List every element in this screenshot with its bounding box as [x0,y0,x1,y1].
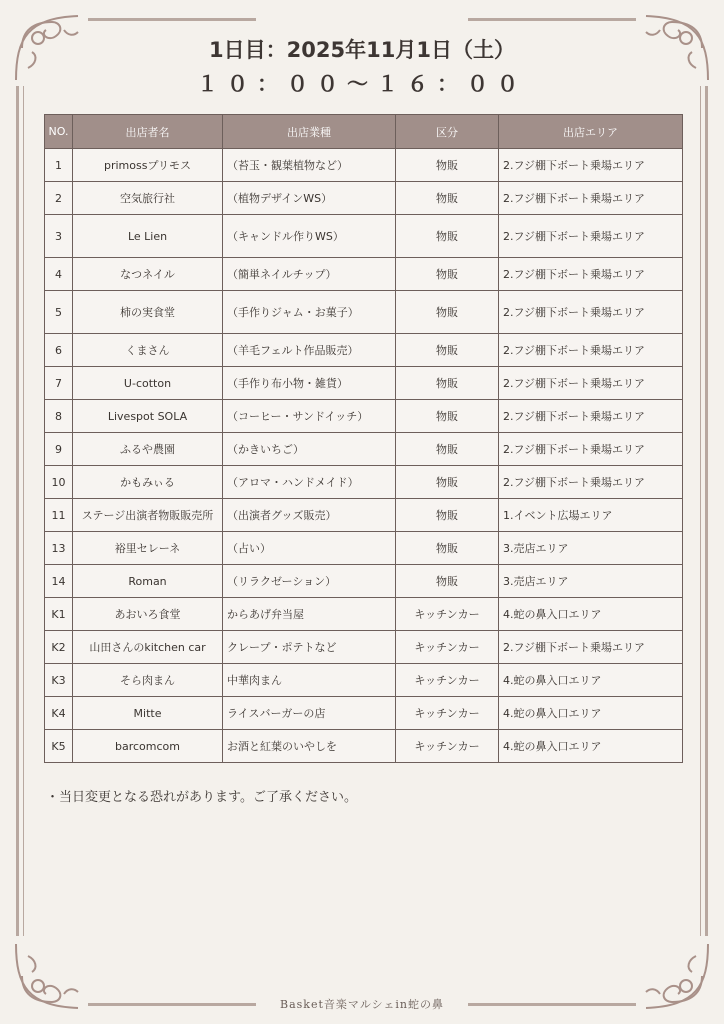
column-header-area: 出店エリア [499,115,683,149]
cell-category: キッチンカー [396,697,499,730]
table-row [45,400,683,433]
cell-area: 2.フジ棚下ボート乗場エリア [499,466,683,499]
table-row [45,182,683,215]
cell-vendor-name: ステージ出演者物販販売所 [73,499,223,532]
cell-vendor-name: 柿の実食堂 [73,291,223,334]
table-row [45,664,683,697]
cell-category: キッチンカー [396,631,499,664]
cell-no: K1 [45,598,73,631]
footer-event-name: Basket音楽マルシェin蛇の鼻 [280,998,444,1011]
cell-business-type: 中華肉まん [223,664,396,697]
cell-no: 2 [45,182,73,215]
cell-area: 2.フジ棚下ボート乗場エリア [499,334,683,367]
cell-vendor-name: Roman [73,565,223,598]
cell-vendor-name: そら肉まん [73,664,223,697]
table-row [45,149,683,182]
cell-category: 物販 [396,466,499,499]
cell-vendor-name: くまさん [73,334,223,367]
cell-area: 3.売店エリア [499,532,683,565]
page-title-time: １０：００～１６：００ [197,72,527,96]
cell-business-type: （占い） [223,532,396,565]
cell-no: 1 [45,149,73,182]
cell-category: 物販 [396,400,499,433]
cell-business-type: お酒と紅葉のいやしを [223,730,396,763]
cell-vendor-name: あおいろ食堂 [73,598,223,631]
cell-category: 物販 [396,499,499,532]
cell-vendor-name: なつネイル [73,258,223,291]
cell-vendor-name: Mitte [73,697,223,730]
cell-area: 4.蛇の鼻入口エリア [499,730,683,763]
cell-vendor-name: Livespot SOLA [73,400,223,433]
table-row [45,258,683,291]
cell-business-type: （手作りジャム・お菓子） [223,291,396,334]
table-row [45,631,683,664]
cell-no: 11 [45,499,73,532]
table-row [45,730,683,763]
cell-area: 4.蛇の鼻入口エリア [499,697,683,730]
cell-category: 物販 [396,532,499,565]
table-row [45,291,683,334]
cell-area: 2.フジ棚下ボート乗場エリア [499,631,683,664]
cell-area: 2.フジ棚下ボート乗場エリア [499,367,683,400]
cell-no: 13 [45,532,73,565]
cell-vendor-name: Le Lien [73,215,223,258]
frame-top-line [88,18,256,21]
cell-category: 物販 [396,565,499,598]
cell-vendor-name: 山田さんのkitchen car [73,631,223,664]
table-row [45,334,683,367]
cell-category: キッチンカー [396,664,499,697]
cell-vendor-name: ふるや農園 [73,433,223,466]
cell-no: 10 [45,466,73,499]
change-notice: ・当日変更となる恐れがあります。ご了承ください。 [46,790,357,805]
cell-no: 4 [45,258,73,291]
cell-vendor-name: 空気旅行社 [73,182,223,215]
table-row [45,565,683,598]
cell-category: 物販 [396,291,499,334]
cell-business-type: （手作り布小物・雑貨） [223,367,396,400]
cell-business-type: （リラクゼーション） [223,565,396,598]
cell-area: 3.売店エリア [499,565,683,598]
cell-area: 2.フジ棚下ボート乗場エリア [499,433,683,466]
table-header-row [45,115,683,149]
cell-vendor-name: かもみぃる [73,466,223,499]
cell-business-type: （苔玉・観葉植物など） [223,149,396,182]
cell-business-type: （簡単ネイルチップ） [223,258,396,291]
cell-business-type: ライスバーガーの店 [223,697,396,730]
table-row [45,433,683,466]
cell-business-type: （出演者グッズ販売） [223,499,396,532]
cell-category: キッチンカー [396,730,499,763]
cell-area: 4.蛇の鼻入口エリア [499,598,683,631]
column-header-no: NO. [45,115,73,149]
vendor-table [44,114,683,763]
table-row [45,532,683,565]
cell-no: 7 [45,367,73,400]
cell-vendor-name: primossプリモス [73,149,223,182]
cell-vendor-name: 裕里セレーネ [73,532,223,565]
cell-category: 物販 [396,367,499,400]
cell-area: 2.フジ棚下ボート乗場エリア [499,291,683,334]
cell-category: 物販 [396,334,499,367]
page-title-date: 1日目：2025年11月1日（土） [209,38,515,62]
cell-area: 2.フジ棚下ボート乗場エリア [499,215,683,258]
cell-area: 1.イベント広場エリア [499,499,683,532]
cell-area: 2.フジ棚下ボート乗場エリア [499,258,683,291]
cell-no: 8 [45,400,73,433]
cell-vendor-name: U-cotton [73,367,223,400]
cell-area: 2.フジ棚下ボート乗場エリア [499,149,683,182]
cell-area: 2.フジ棚下ボート乗場エリア [499,400,683,433]
cell-business-type: （アロマ・ハンドメイド） [223,466,396,499]
cell-no: 9 [45,433,73,466]
table-row [45,215,683,258]
table-row [45,367,683,400]
table-row [45,466,683,499]
column-header-vendor: 出店者名 [73,115,223,149]
cell-business-type: クレープ・ポテトなど [223,631,396,664]
cell-category: 物販 [396,182,499,215]
cell-category: 物販 [396,433,499,466]
cell-vendor-name: barcomcom [73,730,223,763]
cell-business-type: からあげ弁当屋 [223,598,396,631]
cell-no: 14 [45,565,73,598]
column-header-category: 区分 [396,115,499,149]
cell-area: 2.フジ棚下ボート乗場エリア [499,182,683,215]
cell-category: 物販 [396,215,499,258]
cell-no: K4 [45,697,73,730]
cell-business-type: （キャンドル作りWS） [223,215,396,258]
cell-category: 物販 [396,258,499,291]
cell-no: 6 [45,334,73,367]
cell-no: K5 [45,730,73,763]
table-row [45,499,683,532]
cell-business-type: （かきいちご） [223,433,396,466]
cell-no: K3 [45,664,73,697]
cell-no: 5 [45,291,73,334]
frame-right-line [705,86,708,936]
frame-top-line [468,18,636,21]
cell-no: K2 [45,631,73,664]
table-row [45,697,683,730]
cell-business-type: （植物デザインWS） [223,182,396,215]
frame-right-line [700,86,701,936]
cell-business-type: （羊毛フェルト作品販売） [223,334,396,367]
table-row [45,598,683,631]
cell-business-type: （コーヒー・サンドイッチ） [223,400,396,433]
cell-no: 3 [45,215,73,258]
cell-area: 4.蛇の鼻入口エリア [499,664,683,697]
cell-category: キッチンカー [396,598,499,631]
frame-left-line [23,86,24,936]
cell-category: 物販 [396,149,499,182]
column-header-type: 出店業種 [223,115,396,149]
frame-left-line [16,86,19,936]
